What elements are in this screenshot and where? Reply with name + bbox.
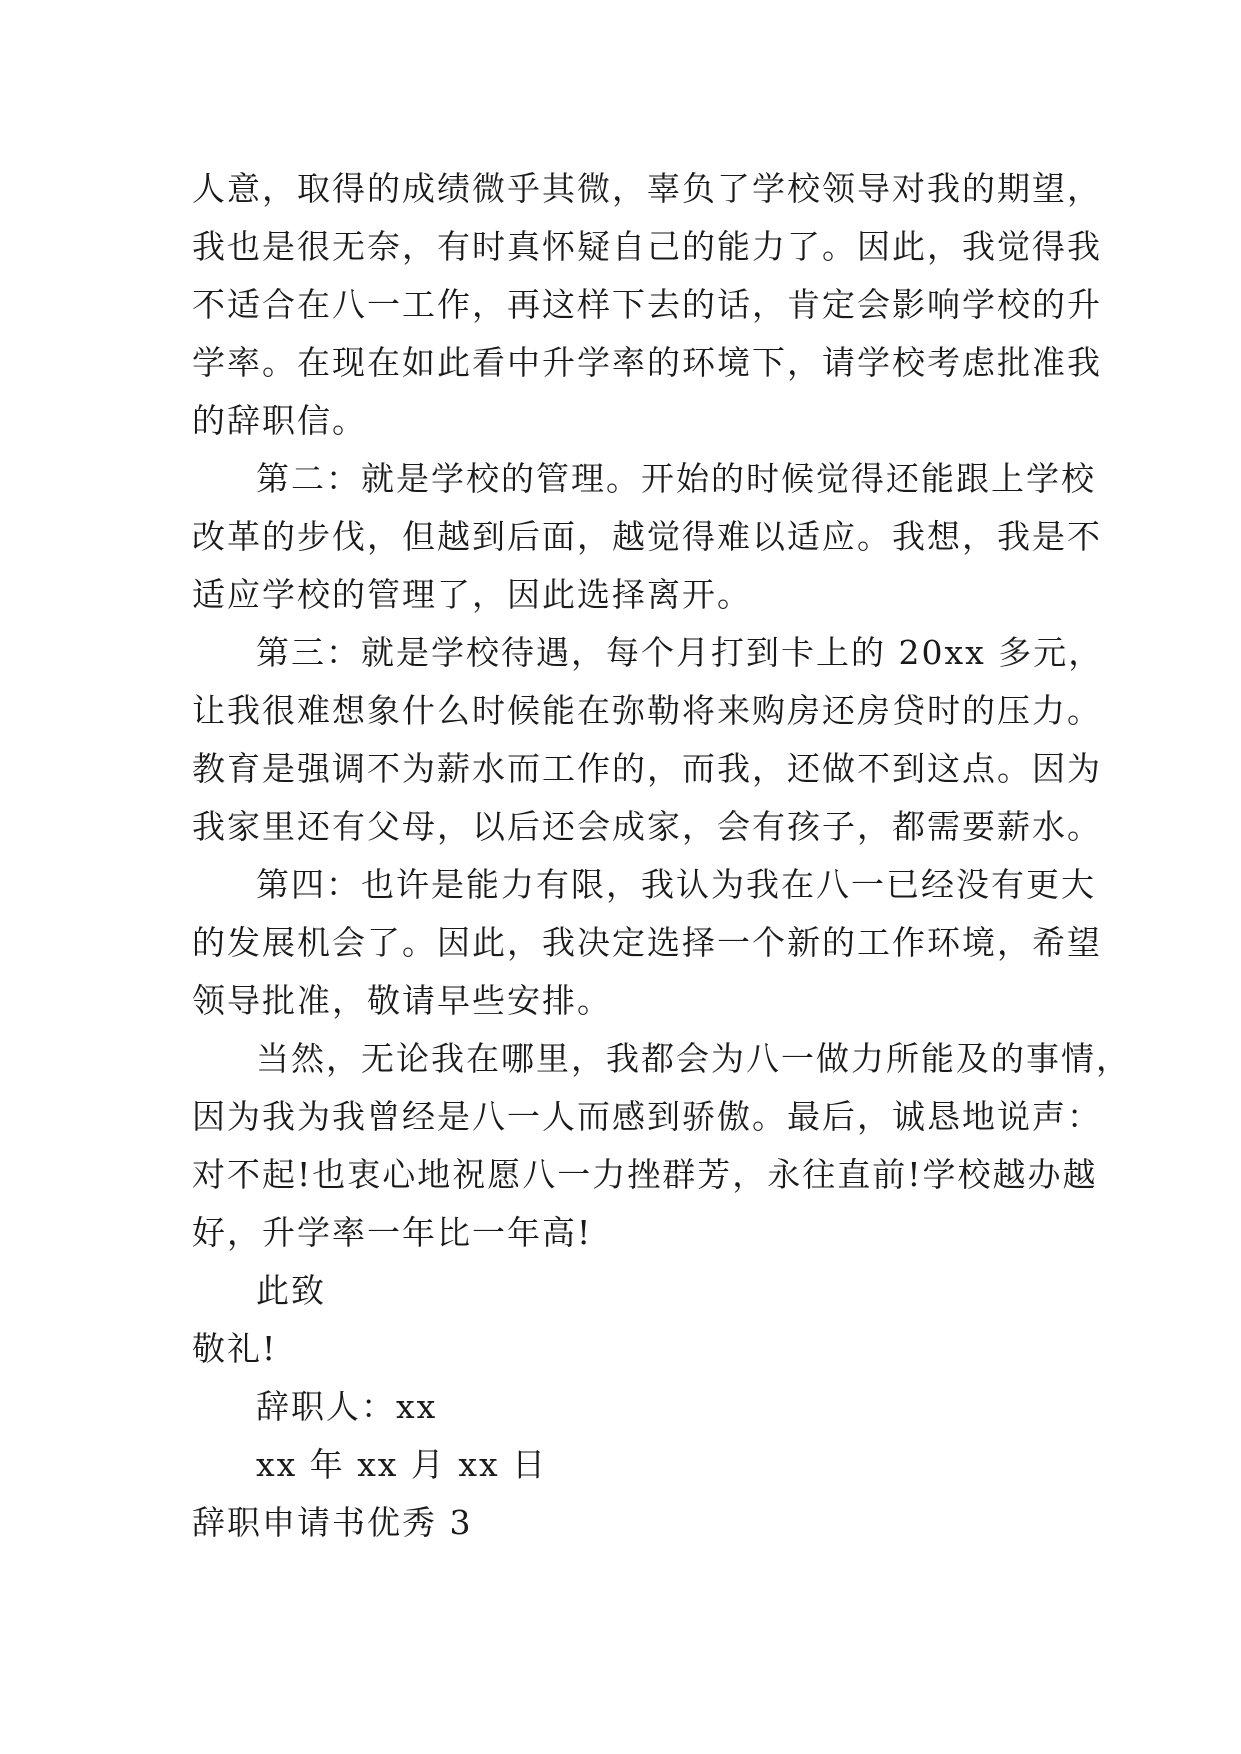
text-line: 对不起!也衷心地祝愿八一力挫群芳，永往直前!学校越办越 — [192, 1155, 1098, 1194]
text-line: 改革的步伐，但越到后面，越觉得难以适应。我想，我是不 — [192, 517, 1102, 556]
paragraph-intro — [192, 160, 1102, 450]
text-line: 第三：就是学校待遇，每个月打到卡上的 20xx 多元， — [256, 633, 1104, 672]
text-line: 我也是很无奈，有时真怀疑自己的能力了。因此，我觉得我 — [192, 227, 1102, 266]
next-section-title: 辞职申请书优秀 3 — [192, 1503, 473, 1542]
signer-line: 辞职人：xx — [256, 1387, 438, 1426]
text-line: 第二：就是学校的管理。开始的时候觉得还能跟上学校 — [256, 459, 1096, 498]
regards: 敬礼! — [192, 1329, 278, 1368]
text-line: 因为我为我曾经是八一人而感到骄傲。最后，诚恳地说声： — [192, 1097, 1102, 1136]
text-line: 第四：也许是能力有限，我认为我在八一已经没有更大 — [256, 865, 1096, 904]
date-line: xx 年 xx 月 xx 日 — [256, 1445, 548, 1484]
text-line: 适应学校的管理了，因此选择离开。 — [192, 575, 752, 614]
salutation: 此致 — [256, 1271, 326, 1310]
text-line: 的辞职信。 — [192, 401, 367, 440]
letter-body — [192, 160, 1131, 1552]
text-line: 当然，无论我在哪里，我都会为八一做力所能及的事情， — [256, 1039, 1131, 1078]
text-line: 我家里还有父母，以后还会成家，会有孩子，都需要薪水。 — [192, 807, 1102, 846]
text-line: 的发展机会了。因此，我决定选择一个新的工作环境，希望 — [192, 923, 1102, 962]
text-line: 学率。在现在如此看中升学率的环境下，请学校考虑批准我 — [192, 343, 1102, 382]
paragraph-closing — [192, 1030, 1131, 1262]
paragraph-fourth — [192, 856, 1102, 1030]
text-line: 教育是强调不为薪水而工作的，而我，还做不到这点。因为 — [192, 749, 1102, 788]
text-line: 领导批准，敬请早些安排。 — [192, 981, 612, 1020]
text-line: 不适合在八一工作，再这样下去的话，肯定会影响学校的升 — [192, 285, 1102, 324]
text-line: 好，升学率一年比一年高! — [192, 1213, 593, 1252]
paragraph-second — [192, 450, 1102, 624]
paragraph-third — [192, 624, 1104, 856]
text-line: 让我很难想象什么时候能在弥勒将来购房还房贷时的压力。 — [192, 691, 1102, 730]
text-line: 人意，取得的成绩微乎其微，辜负了学校领导对我的期望， — [192, 169, 1102, 208]
